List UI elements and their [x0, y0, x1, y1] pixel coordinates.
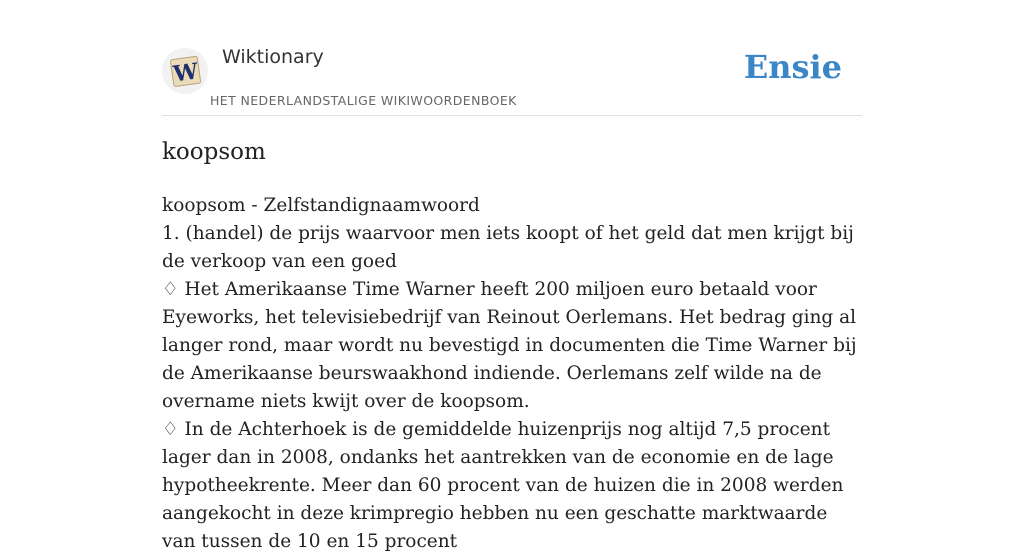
ensie-brand-logo: Ensie	[743, 48, 842, 86]
card-header	[162, 44, 862, 116]
example-sentence: ♢ In de Achterhoek is de gemiddelde huizenprijs nog altijd 7,5 procent lager dan in 2008, ondanks het aantrekken van de economie en de lage hypotheekrente. Meer dan 60 procent van de huizen die in 2008 werden aangekocht in deze krimpregio hebben nu een geschatte marktwaarde van tussen de 10 en 15 procent	[162, 419, 844, 552]
entry-content	[162, 192, 862, 556]
entry-title: koopsom	[162, 139, 266, 165]
logo-letter: W	[171, 58, 200, 88]
part-of-speech-line: koopsom - Zelfstandignaamwoord	[162, 195, 480, 216]
site-tagline: HET NEDERLANDSTALIGE WIKIWOORDENBOEK	[210, 93, 517, 108]
site-name: Wiktionary	[222, 46, 324, 68]
wiktionary-logo-icon	[162, 48, 208, 94]
example-sentence: ♢ Het Amerikaanse Time Warner heeft 200 miljoen euro betaald voor Eyeworks, het televisiebedrijf van Reinout Oerlemans. Het bedrag ging al langer rond, maar wordt nu bevestigd in documenten die Time Warner bij de Amerikaanse beurswaakhond indiende. Oerlemans zelf wilde na de overname niets kwijt over de koopsom.	[162, 279, 857, 412]
definition-line: 1. (handel) de prijs waarvoor men iets koopt of het geld dat men krijgt bij de verkoop van een goed	[162, 223, 854, 272]
